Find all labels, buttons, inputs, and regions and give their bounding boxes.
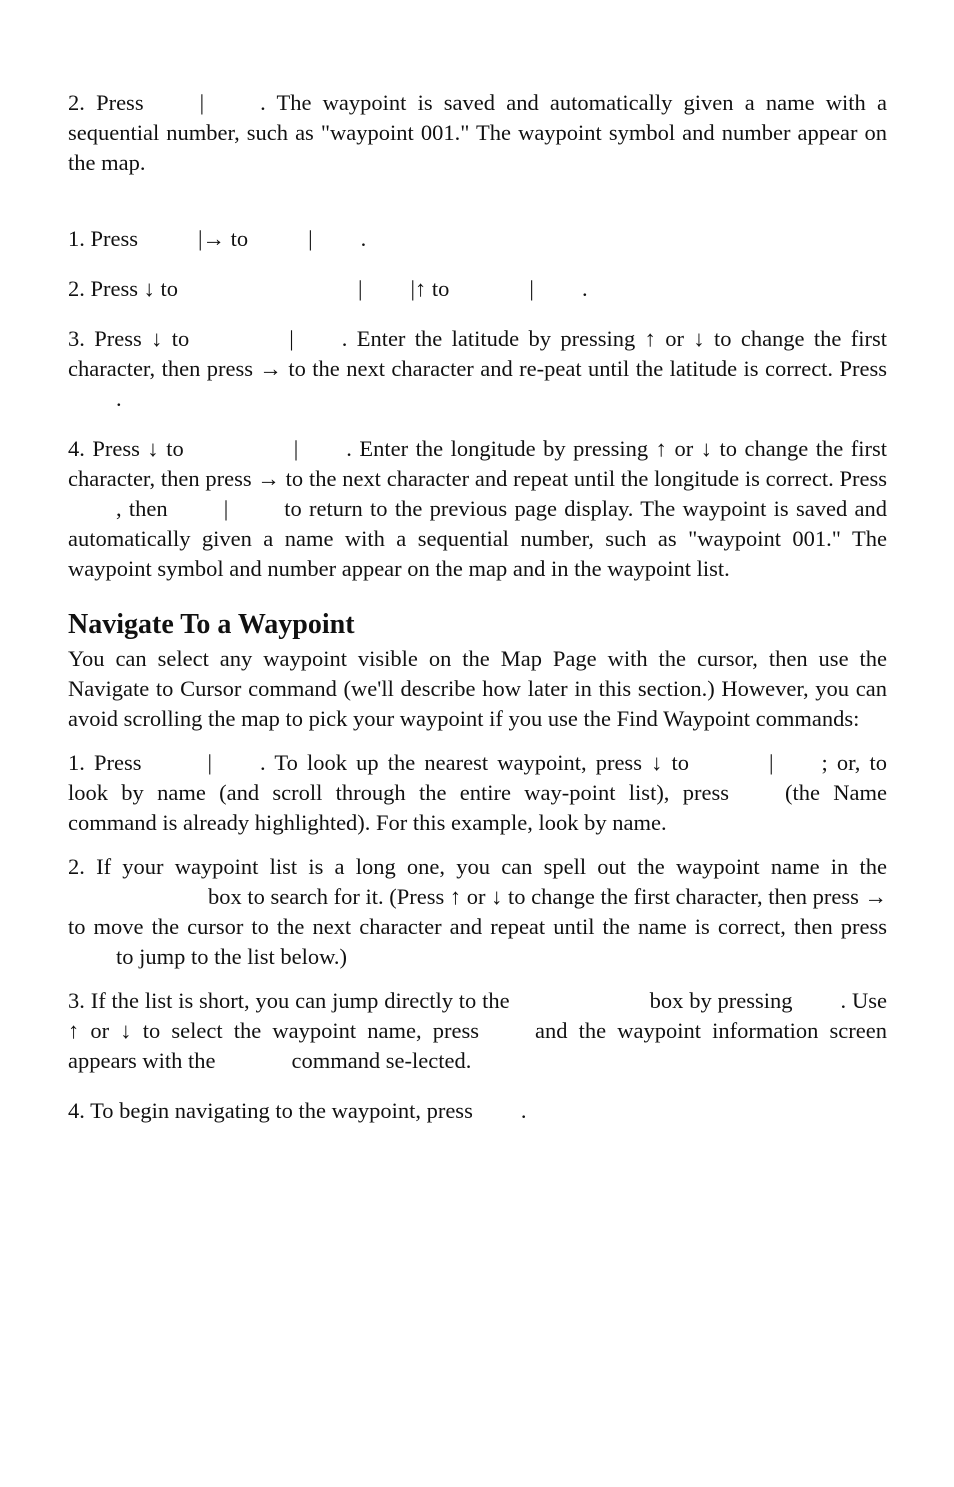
text-run: 1. Press	[68, 226, 139, 251]
text-run: 3. Press ↓ to	[68, 326, 190, 351]
text-run: .	[581, 276, 588, 301]
intro-paragraph: You can select any waypoint visible on the Map Page with the cursor, then use the Navigate to Cursor command (we'll describe how later in this section.) However, you can avoid scrolling the map to pick your waypoint if you use the Find Waypoint commands:	[68, 646, 887, 731]
text-run: 4. To begin navigating to the waypoint, press	[68, 1098, 473, 1123]
text-run: 2. If your waypoint list is a long one, you can spell out the waypoint name in the	[68, 854, 887, 879]
navigate-step-2	[68, 852, 887, 972]
text-run: box to search for it. (Press ↑ or ↓ to change the first character, then press → to move the cursor to the next character and repeat until the name is correct, then press	[68, 884, 887, 939]
text-run: |	[529, 276, 534, 301]
text-run: and the waypoint information screen appears with the	[68, 1018, 888, 1073]
text-run: ; or, to look by name (and scroll through the entire way-point list), press	[68, 750, 887, 805]
text-run: command se-lected.	[291, 1048, 472, 1073]
text-run: .	[116, 386, 122, 411]
text-run: .	[360, 226, 367, 251]
text-run: . Use ↑ or ↓ to select the waypoint name, press	[68, 988, 887, 1043]
text-run: |	[289, 326, 294, 351]
coordinate-step-4	[68, 434, 887, 584]
text-run: to jump to the list below.)	[116, 944, 348, 969]
text-run: 1. Press	[68, 750, 142, 775]
text-run: |	[358, 276, 363, 301]
navigate-step-3	[68, 986, 887, 1076]
section-heading: Navigate To a Waypoint	[68, 609, 355, 640]
text-run: to return to the previous page display. The waypoint is saved and automatically given a name with a sequential number, such as "waypoint 001." The waypoint symbol and number appear on the map and in the waypoint list.	[68, 496, 887, 581]
save-waypoint-step-2	[68, 88, 887, 178]
text-run: , then	[116, 496, 168, 521]
text-run: |→ to	[198, 226, 249, 251]
navigate-step-4	[68, 1096, 887, 1126]
text-run: . Enter the latitude by pressing ↑ or ↓ to change the first character, then press → to the next character and re-peat until the latitude is correct. Press	[68, 326, 887, 381]
text-run: . Enter the longitude by pressing ↑ or ↓ to change the first character, then press → to the next character and repeat until the longitude is correct. Press	[68, 436, 887, 491]
coordinate-step-3	[68, 324, 887, 414]
text-run: box by pressing	[649, 988, 793, 1013]
text-run: 3. If the list is short, you can jump directly to the	[68, 988, 510, 1013]
text-run: |↑ to	[410, 276, 450, 301]
text-run: 2. Press	[68, 90, 144, 115]
text-run: . The waypoint is saved and automatically given a name with a sequential number, such as "waypoint 001." The waypoint symbol and number appear on the map.	[68, 90, 887, 175]
text-run: |	[199, 90, 205, 115]
coordinate-step-2	[68, 274, 887, 304]
text-run: 4. Press ↓ to	[68, 436, 184, 461]
navigate-step-1	[68, 748, 887, 838]
text-run: .	[520, 1098, 527, 1123]
text-run: |	[207, 750, 213, 775]
text-run: |	[308, 226, 313, 251]
text-run: |	[768, 750, 774, 775]
text-run: |	[223, 496, 229, 521]
text-run: 2. Press ↓ to	[68, 276, 179, 301]
manual-page	[68, 88, 887, 1126]
text-run: |	[293, 436, 299, 461]
text-run: (the Name command is already highlighted). For this example, look by name.	[68, 780, 887, 835]
coordinate-step-1	[68, 224, 887, 254]
text-run: . To look up the nearest waypoint, press ↓ to	[260, 750, 689, 775]
